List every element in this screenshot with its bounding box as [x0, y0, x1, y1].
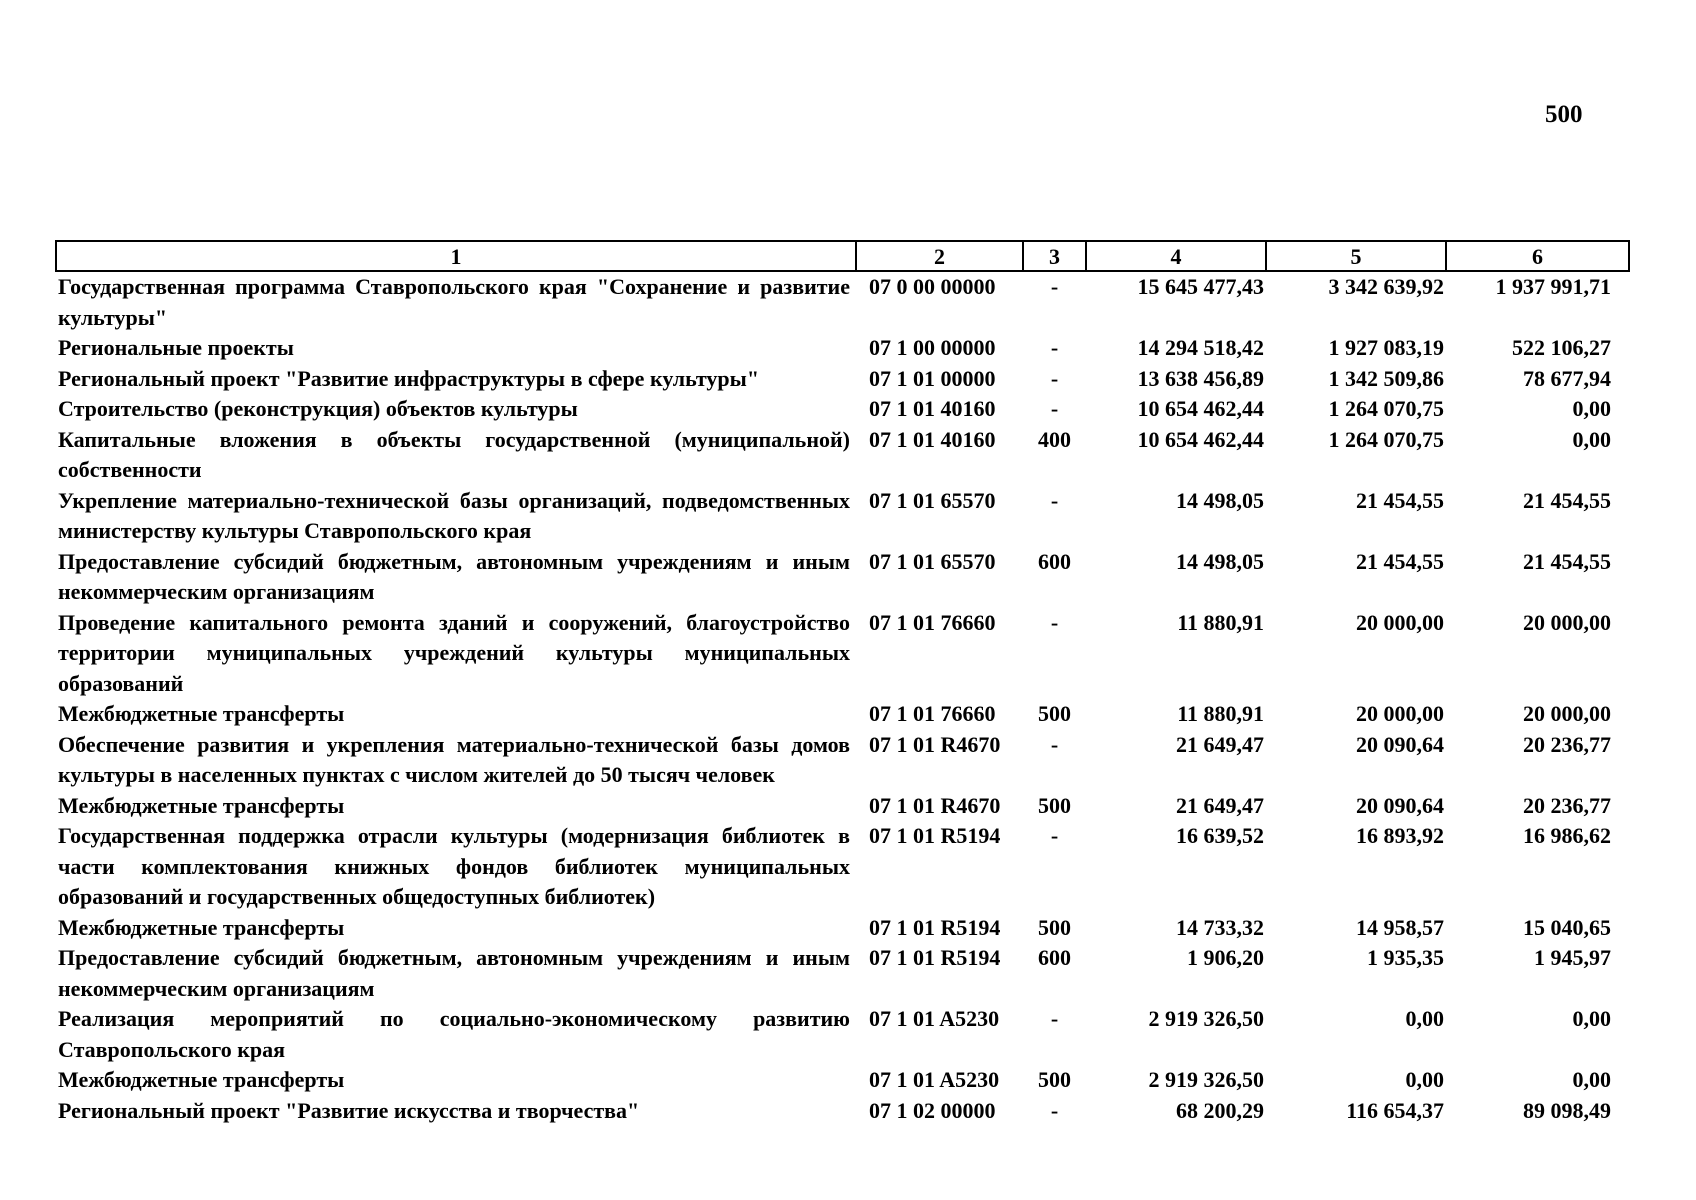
table-row	[56, 608, 1629, 700]
row-code-cell: 07 1 01 76660	[869, 609, 996, 635]
row-amount-2-cell: 1 935,35	[1367, 945, 1444, 970]
row-expense-type-cell: -	[1050, 823, 1059, 848]
row-amount-1-cell: 14 733,32	[1176, 914, 1264, 940]
row-code-cell: 07 1 01 R5194	[869, 914, 1001, 940]
row-name-cell: Предоставление субсидий бюджетным, автономным учреждениям и иным некоммерческим организациям	[58, 945, 850, 1001]
row-name-cell: Капитальные вложения в объекты государственной (муниципальной) собственности	[58, 426, 850, 482]
row-code-cell: 07 1 01 65570	[869, 548, 996, 574]
row-amount-3-cell: 21 454,55	[1523, 548, 1611, 574]
row-amount-1-cell: 14 294 518,42	[1137, 335, 1264, 360]
table-row	[56, 913, 1629, 944]
table-row	[56, 821, 1629, 913]
row-amount-2-cell: 116 654,37	[1346, 1097, 1444, 1123]
row-amount-3-cell: 0,00	[1572, 426, 1611, 452]
row-name-cell: Региональные проекты	[58, 335, 294, 360]
table-row	[56, 1065, 1629, 1096]
row-name-cell: Предоставление субсидий бюджетным, автономным учреждениям и иным некоммерческим организациям	[58, 548, 850, 604]
row-amount-3-cell: 20 236,77	[1523, 731, 1611, 757]
table-row	[56, 425, 1629, 486]
row-amount-1-cell: 10 654 462,44	[1137, 426, 1264, 452]
row-name-cell: Обеспечение развития и укрепления материально-технической базы домов культуры в населенных пунктах с числом жителей до 50 тысяч человек	[58, 731, 850, 787]
row-amount-3-cell: 89 098,49	[1523, 1097, 1611, 1123]
table-row	[56, 394, 1629, 425]
row-amount-2-cell: 20 000,00	[1356, 701, 1444, 726]
budget-table	[55, 240, 1630, 1126]
row-code-cell: 07 1 01 A5230	[869, 1006, 1000, 1031]
row-amount-2-cell: 20 000,00	[1356, 609, 1444, 635]
table-row	[56, 364, 1629, 395]
row-amount-2-cell: 20 090,64	[1356, 792, 1444, 818]
row-amount-3-cell: 0,00	[1572, 396, 1611, 421]
column-header-code: 2	[856, 241, 1023, 271]
page-number: 500	[1545, 101, 1583, 128]
row-amount-2-cell: 20 090,64	[1356, 731, 1444, 757]
row-amount-1-cell: 21 649,47	[1176, 792, 1264, 818]
row-amount-1-cell: 10 654 462,44	[1137, 396, 1264, 421]
row-amount-2-cell: 16 893,92	[1356, 823, 1444, 848]
row-amount-1-cell: 13 638 456,89	[1137, 365, 1264, 391]
row-expense-type-cell: 600	[1038, 945, 1071, 970]
row-name-cell: Межбюджетные трансферты	[58, 792, 345, 818]
row-name-cell: Реализация мероприятий по социально-экономическому развитию Ставропольского края	[58, 1006, 850, 1062]
row-code-cell: 07 1 00 00000	[869, 335, 996, 360]
row-code-cell: 07 1 01 40160	[869, 426, 996, 452]
row-name-cell: Строительство (реконструкция) объектов культуры	[58, 396, 578, 421]
row-amount-2-cell: 1 927 083,19	[1328, 335, 1444, 360]
row-code-cell: 07 0 00 00000	[869, 274, 996, 299]
row-amount-3-cell: 20 000,00	[1523, 701, 1611, 726]
column-header-expense-type: 3	[1023, 241, 1086, 271]
row-expense-type-cell: 400	[1038, 426, 1071, 452]
row-amount-1-cell: 21 649,47	[1176, 731, 1264, 757]
row-amount-2-cell: 1 342 509,86	[1328, 365, 1444, 391]
table-row	[56, 1096, 1629, 1127]
row-amount-1-cell: 11 880,91	[1177, 701, 1264, 726]
row-amount-1-cell: 68 200,29	[1176, 1097, 1264, 1123]
row-amount-2-cell: 21 454,55	[1356, 487, 1444, 513]
table-row	[56, 791, 1629, 822]
row-amount-2-cell: 1 264 070,75	[1328, 426, 1444, 452]
row-expense-type-cell: -	[1050, 274, 1059, 299]
row-code-cell: 07 1 01 R5194	[869, 823, 1001, 848]
column-header-amount-1: 4	[1086, 241, 1266, 271]
row-name-cell: Государственная программа Ставропольского края "Сохранение и развитие культуры"	[58, 274, 850, 330]
table-row	[56, 699, 1629, 730]
row-amount-2-cell: 1 264 070,75	[1328, 396, 1444, 421]
table-header	[56, 241, 1629, 271]
row-amount-3-cell: 20 000,00	[1523, 609, 1611, 635]
row-amount-2-cell: 0,00	[1405, 1006, 1444, 1031]
row-amount-3-cell: 1 945,97	[1534, 945, 1611, 970]
row-expense-type-cell: 500	[1038, 701, 1071, 726]
row-amount-3-cell: 78 677,94	[1523, 365, 1611, 391]
row-expense-type-cell: -	[1050, 396, 1059, 421]
row-amount-3-cell: 522 106,27	[1512, 335, 1611, 360]
row-name-cell: Государственная поддержка отрасли культуры (модернизация библиотек в части комплектования книжных фондов библиотек муниципальных образований и государственных общедоступных библиотек)	[58, 823, 850, 909]
row-amount-1-cell: 2 919 326,50	[1148, 1006, 1264, 1031]
row-code-cell: 07 1 01 65570	[869, 487, 996, 513]
row-amount-1-cell: 2 919 326,50	[1148, 1067, 1264, 1092]
row-expense-type-cell: 600	[1038, 548, 1071, 574]
row-code-cell: 07 1 02 00000	[869, 1097, 996, 1123]
table-row	[56, 486, 1629, 547]
table-row	[56, 730, 1629, 791]
row-amount-2-cell: 0,00	[1405, 1067, 1444, 1092]
header-row	[56, 241, 1629, 271]
row-expense-type-cell: 500	[1038, 914, 1071, 940]
row-amount-2-cell: 21 454,55	[1356, 548, 1444, 574]
table-row	[56, 943, 1629, 1004]
row-name-cell: Межбюджетные трансферты	[58, 701, 345, 726]
row-name-cell: Укрепление материально-технической базы организаций, подведомственных министерству культуры Ставропольского края	[58, 487, 850, 543]
row-name-cell: Проведение капитального ремонта зданий и сооружений, благоустройство территории муниципальных учреждений культуры муниципальных образований	[58, 609, 850, 696]
row-amount-3-cell: 20 236,77	[1523, 792, 1611, 818]
row-code-cell: 07 1 01 R5194	[869, 945, 1001, 970]
table-row	[56, 547, 1629, 608]
row-amount-1-cell: 15 645 477,43	[1137, 274, 1264, 299]
row-expense-type-cell: -	[1050, 335, 1059, 360]
row-amount-3-cell: 21 454,55	[1523, 487, 1611, 513]
table-row	[56, 333, 1629, 364]
row-code-cell: 07 1 01 76660	[869, 701, 996, 726]
row-amount-3-cell: 0,00	[1572, 1067, 1611, 1092]
table-row	[56, 271, 1629, 333]
row-expense-type-cell: -	[1050, 609, 1059, 635]
row-expense-type-cell: -	[1050, 365, 1059, 391]
row-expense-type-cell: 500	[1038, 1067, 1071, 1092]
row-amount-3-cell: 0,00	[1572, 1006, 1611, 1031]
column-header-amount-2: 5	[1266, 241, 1446, 271]
row-amount-1-cell: 16 639,52	[1176, 823, 1264, 848]
table-row	[56, 1004, 1629, 1065]
row-amount-3-cell: 1 937 991,71	[1495, 274, 1611, 299]
row-code-cell: 07 1 01 A5230	[869, 1067, 1000, 1092]
row-code-cell: 07 1 01 40160	[869, 396, 996, 421]
row-amount-1-cell: 14 498,05	[1176, 548, 1264, 574]
row-expense-type-cell: -	[1050, 1006, 1059, 1031]
row-amount-2-cell: 3 342 639,92	[1328, 274, 1444, 299]
row-amount-1-cell: 14 498,05	[1176, 487, 1264, 513]
row-amount-1-cell: 11 880,91	[1177, 609, 1264, 635]
column-header-amount-3: 6	[1446, 241, 1629, 271]
row-code-cell: 07 1 01 00000	[869, 365, 996, 391]
row-amount-3-cell: 16 986,62	[1523, 823, 1611, 848]
row-expense-type-cell: -	[1050, 487, 1059, 513]
row-amount-2-cell: 14 958,57	[1356, 914, 1444, 940]
row-name-cell: Межбюджетные трансферты	[58, 1067, 345, 1092]
row-name-cell: Региональный проект "Развитие инфраструктуры в сфере культуры"	[58, 365, 760, 391]
row-expense-type-cell: -	[1050, 731, 1059, 757]
row-name-cell: Межбюджетные трансферты	[58, 914, 345, 940]
row-amount-1-cell: 1 906,20	[1187, 945, 1264, 970]
table-body	[56, 271, 1629, 1126]
row-expense-type-cell: -	[1050, 1097, 1059, 1123]
column-header-name: 1	[56, 241, 856, 271]
row-name-cell: Региональный проект "Развитие искусства и творчества"	[58, 1097, 640, 1123]
row-code-cell: 07 1 01 R4670	[869, 731, 1001, 757]
row-code-cell: 07 1 01 R4670	[869, 792, 1001, 818]
row-expense-type-cell: 500	[1038, 792, 1071, 818]
row-amount-3-cell: 15 040,65	[1523, 914, 1611, 940]
